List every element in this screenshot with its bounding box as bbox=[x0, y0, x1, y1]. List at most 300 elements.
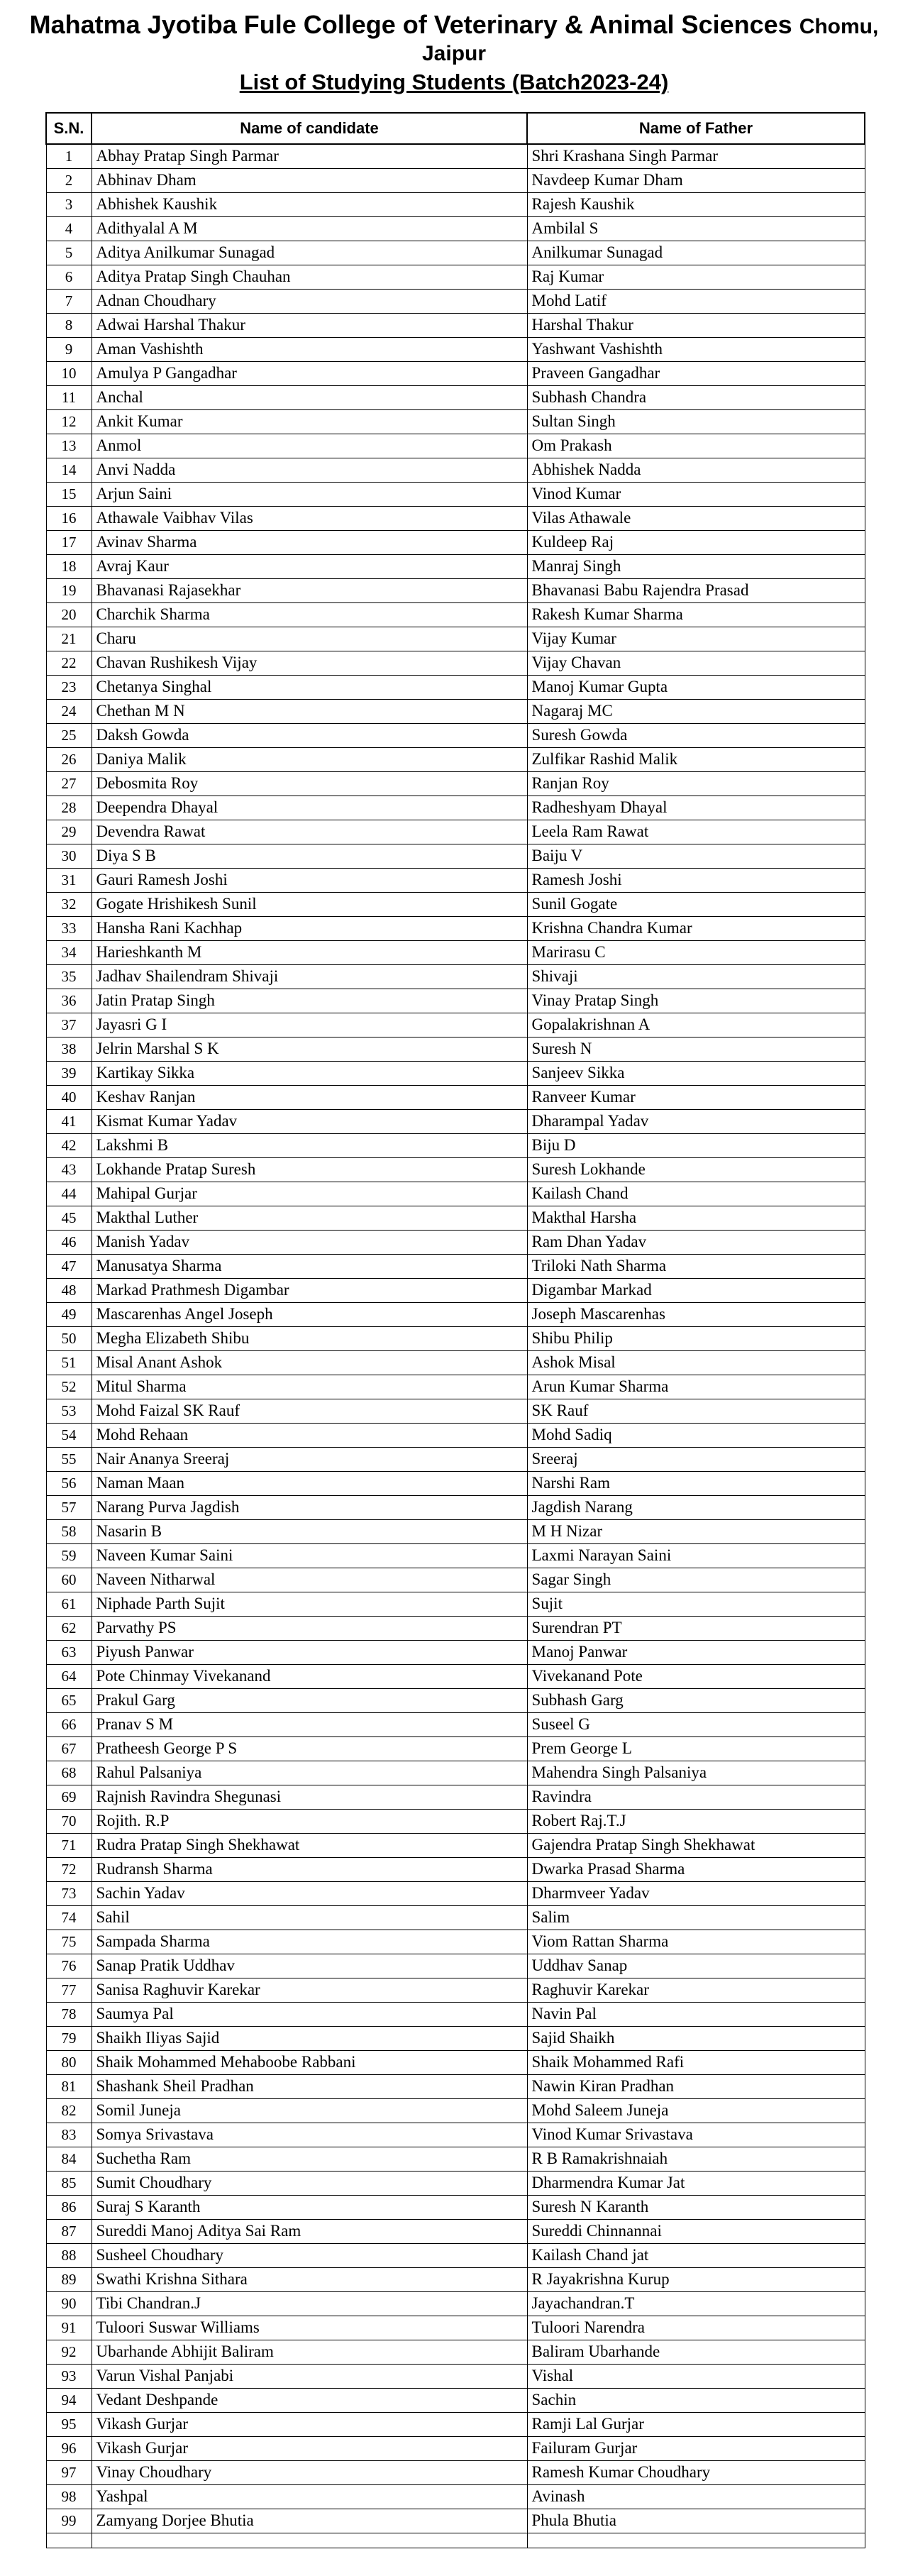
cell-sn: 38 bbox=[46, 1037, 92, 1061]
cell-sn: 70 bbox=[46, 1809, 92, 1833]
cell-father-name: Sajid Shaikh bbox=[527, 2026, 865, 2050]
cell-sn: 59 bbox=[46, 1543, 92, 1568]
table-row bbox=[46, 2098, 865, 2123]
cell-candidate-name: Pote Chinmay Vivekanand bbox=[92, 1664, 527, 1688]
cell-candidate-name: Megha Elizabeth Shibu bbox=[92, 1326, 527, 1350]
table-header-row bbox=[46, 113, 865, 144]
cell-sn: 82 bbox=[46, 2098, 92, 2123]
cell-candidate-name: Naman Maan bbox=[92, 1471, 527, 1495]
cell-candidate-name: Abhinav Dham bbox=[92, 168, 527, 192]
cell-candidate-name: Aditya Anilkumar Sunagad bbox=[92, 241, 527, 265]
cell-father-name: Ram Dhan Yadav bbox=[527, 1230, 865, 1254]
cell-father-name: Kuldeep Raj bbox=[527, 530, 865, 554]
cell-candidate-name: Makthal Luther bbox=[92, 1206, 527, 1230]
cell-father-name: Failuram Gurjar bbox=[527, 2436, 865, 2460]
empty-table-row bbox=[46, 2533, 865, 2548]
cell-father-name: Nagaraj MC bbox=[527, 699, 865, 723]
table-row bbox=[46, 361, 865, 385]
cell-father-name: Digambar Markad bbox=[527, 1278, 865, 1302]
cell-father-name: Dharampal Yadav bbox=[527, 1109, 865, 1133]
cell-sn: 48 bbox=[46, 1278, 92, 1302]
cell-father-name: M H Nizar bbox=[527, 1519, 865, 1543]
cell-father-name: Viom Rattan Sharma bbox=[527, 1930, 865, 1954]
cell-sn: 52 bbox=[46, 1375, 92, 1399]
cell-candidate-name: Avinav Sharma bbox=[92, 530, 527, 554]
table-row bbox=[46, 2267, 865, 2291]
cell-sn: 8 bbox=[46, 313, 92, 337]
cell-candidate-name: Pranav S M bbox=[92, 1712, 527, 1736]
table-row bbox=[46, 578, 865, 602]
cell-father-name: Sunil Gogate bbox=[527, 892, 865, 916]
cell-sn: 66 bbox=[46, 1712, 92, 1736]
table-row bbox=[46, 2123, 865, 2147]
table-row bbox=[46, 2388, 865, 2412]
table-row bbox=[46, 1206, 865, 1230]
cell-sn: 19 bbox=[46, 578, 92, 602]
cell-candidate-name: Nair Ananya Sreeraj bbox=[92, 1447, 527, 1471]
cell-father-name: Shivaji bbox=[527, 964, 865, 989]
cell-candidate-name: Rojith. R.P bbox=[92, 1809, 527, 1833]
cell-sn: 1 bbox=[46, 144, 92, 168]
table-row bbox=[46, 2316, 865, 2340]
college-town: Chomu, bbox=[799, 15, 879, 38]
cell-sn: 15 bbox=[46, 482, 92, 506]
cell-sn: 31 bbox=[46, 868, 92, 892]
cell-sn: 40 bbox=[46, 1085, 92, 1109]
cell-sn: 86 bbox=[46, 2195, 92, 2219]
cell-candidate-name: Charchik Sharma bbox=[92, 602, 527, 627]
table-row bbox=[46, 530, 865, 554]
cell-father-name: Avinash bbox=[527, 2484, 865, 2509]
cell-candidate-name: Naveen Kumar Saini bbox=[92, 1543, 527, 1568]
cell-father-name: Mahendra Singh Palsaniya bbox=[527, 1761, 865, 1785]
cell-father-name: Suresh Lokhande bbox=[527, 1157, 865, 1182]
students-table bbox=[45, 112, 865, 2548]
cell-father-name: Vinay Pratap Singh bbox=[527, 989, 865, 1013]
cell-father-name: Sanjeev Sikka bbox=[527, 1061, 865, 1085]
table-row bbox=[46, 1833, 865, 1857]
cell-candidate-name: Vikash Gurjar bbox=[92, 2436, 527, 2460]
table-row bbox=[46, 1326, 865, 1350]
table-row bbox=[46, 1930, 865, 1954]
cell-sn: 93 bbox=[46, 2364, 92, 2388]
cell-sn: 5 bbox=[46, 241, 92, 265]
table-row bbox=[46, 1543, 865, 1568]
table-row bbox=[46, 868, 865, 892]
table-row bbox=[46, 1519, 865, 1543]
cell-sn: 92 bbox=[46, 2340, 92, 2364]
cell-father-name: Vilas Athawale bbox=[527, 506, 865, 530]
table-row bbox=[46, 1278, 865, 1302]
cell-sn: 67 bbox=[46, 1736, 92, 1761]
table-row bbox=[46, 1495, 865, 1519]
table-row bbox=[46, 2484, 865, 2509]
cell-father-name: Ranjan Roy bbox=[527, 771, 865, 796]
cell-candidate-name: Niphade Parth Sujit bbox=[92, 1592, 527, 1616]
cell-sn: 63 bbox=[46, 1640, 92, 1664]
cell-father-name: Ramji Lal Gurjar bbox=[527, 2412, 865, 2436]
cell-candidate-name: Lokhande Pratap Suresh bbox=[92, 1157, 527, 1182]
cell-candidate-name: Sureddi Manoj Aditya Sai Ram bbox=[92, 2219, 527, 2243]
cell-candidate-name: Misal Anant Ashok bbox=[92, 1350, 527, 1375]
cell-sn: 85 bbox=[46, 2171, 92, 2195]
cell-father-name: Mohd Sadiq bbox=[527, 1423, 865, 1447]
table-row bbox=[46, 506, 865, 530]
cell-father-name: Om Prakash bbox=[527, 434, 865, 458]
cell-candidate-name: Rudra Pratap Singh Shekhawat bbox=[92, 1833, 527, 1857]
cell-sn: 71 bbox=[46, 1833, 92, 1857]
cell-candidate-name: Kismat Kumar Yadav bbox=[92, 1109, 527, 1133]
cell-sn: 23 bbox=[46, 675, 92, 699]
table-row bbox=[46, 409, 865, 434]
cell-candidate-name: Jatin Pratap Singh bbox=[92, 989, 527, 1013]
cell-sn: 22 bbox=[46, 651, 92, 675]
table-row bbox=[46, 1785, 865, 1809]
cell-sn: 78 bbox=[46, 2002, 92, 2026]
cell-candidate-name: Harieshkanth M bbox=[92, 940, 527, 964]
cell-sn: 41 bbox=[46, 1109, 92, 1133]
cell-father-name: Navin Pal bbox=[527, 2002, 865, 2026]
cell-candidate-name: Bhavanasi Rajasekhar bbox=[92, 578, 527, 602]
table-row bbox=[46, 385, 865, 409]
table-row bbox=[46, 241, 865, 265]
cell-sn: 64 bbox=[46, 1664, 92, 1688]
cell-father-name: Vishal bbox=[527, 2364, 865, 2388]
table-row bbox=[46, 1640, 865, 1664]
cell-father-name: Subhash Chandra bbox=[527, 385, 865, 409]
cell-sn: 13 bbox=[46, 434, 92, 458]
table-row bbox=[46, 216, 865, 241]
cell-father-name: Anilkumar Sunagad bbox=[527, 241, 865, 265]
cell-sn: 77 bbox=[46, 1978, 92, 2002]
table-row bbox=[46, 1302, 865, 1326]
table-row bbox=[46, 2026, 865, 2050]
cell-candidate-name: Kartikay Sikka bbox=[92, 1061, 527, 1085]
cell-candidate-name: Yashpal bbox=[92, 2484, 527, 2509]
cell-candidate-name: Narang Purva Jagdish bbox=[92, 1495, 527, 1519]
cell-candidate-name: Devendra Rawat bbox=[92, 820, 527, 844]
cell-sn: 3 bbox=[46, 192, 92, 216]
cell-sn: 51 bbox=[46, 1350, 92, 1375]
cell-father-name: Robert Raj.T.J bbox=[527, 1809, 865, 1833]
table-row bbox=[46, 1423, 865, 1447]
cell-father-name: Rajesh Kaushik bbox=[527, 192, 865, 216]
table-row bbox=[46, 1664, 865, 1688]
cell-father-name: Sagar Singh bbox=[527, 1568, 865, 1592]
table-row bbox=[46, 1616, 865, 1640]
cell-sn: 81 bbox=[46, 2074, 92, 2098]
cell-father-name: Vinod Kumar Srivastava bbox=[527, 2123, 865, 2147]
cell-sn: 88 bbox=[46, 2243, 92, 2267]
cell-candidate-name: Saumya Pal bbox=[92, 2002, 527, 2026]
table-row bbox=[46, 482, 865, 506]
cell-sn: 83 bbox=[46, 2123, 92, 2147]
table-row bbox=[46, 1905, 865, 1930]
cell-sn: 34 bbox=[46, 940, 92, 964]
cell-sn: 97 bbox=[46, 2460, 92, 2484]
cell-sn: 2 bbox=[46, 168, 92, 192]
cell-candidate-name: Chavan Rushikesh Vijay bbox=[92, 651, 527, 675]
cell-sn: 35 bbox=[46, 964, 92, 989]
table-row bbox=[46, 796, 865, 820]
cell-sn: 33 bbox=[46, 916, 92, 940]
cell-father-name: Baliram Ubarhande bbox=[527, 2340, 865, 2364]
cell-father-name: Suresh N bbox=[527, 1037, 865, 1061]
table-row bbox=[46, 1375, 865, 1399]
cell-sn: 79 bbox=[46, 2026, 92, 2050]
college-title bbox=[0, 9, 908, 43]
cell-sn: 68 bbox=[46, 1761, 92, 1785]
cell-father-name: Vijay Kumar bbox=[527, 627, 865, 651]
cell-sn: 39 bbox=[46, 1061, 92, 1085]
cell-sn: 12 bbox=[46, 409, 92, 434]
cell-father-name: Kailash Chand bbox=[527, 1182, 865, 1206]
cell-candidate-name: Manusatya Sharma bbox=[92, 1254, 527, 1278]
table-row bbox=[46, 1182, 865, 1206]
table-row bbox=[46, 2436, 865, 2460]
cell-father-name: Ramesh Joshi bbox=[527, 868, 865, 892]
cell-sn: 69 bbox=[46, 1785, 92, 1809]
cell-father-name: Dharmendra Kumar Jat bbox=[527, 2171, 865, 2195]
college-city: Jaipur bbox=[421, 42, 487, 65]
cell-father-name: Manoj Kumar Gupta bbox=[527, 675, 865, 699]
cell-candidate-name: Suraj S Karanth bbox=[92, 2195, 527, 2219]
cell-father-name: Vinod Kumar bbox=[527, 482, 865, 506]
table-row bbox=[46, 2147, 865, 2171]
cell-sn: 53 bbox=[46, 1399, 92, 1423]
cell-father-name: Subhash Garg bbox=[527, 1688, 865, 1712]
cell-sn: 49 bbox=[46, 1302, 92, 1326]
cell-sn: 26 bbox=[46, 747, 92, 771]
cell-father-name: Raghuvir Karekar bbox=[527, 1978, 865, 2002]
cell-father-name: SK Rauf bbox=[527, 1399, 865, 1423]
cell-father-name: Raj Kumar bbox=[527, 265, 865, 289]
cell-sn: 32 bbox=[46, 892, 92, 916]
cell-father-name: R B Ramakrishnaiah bbox=[527, 2147, 865, 2171]
cell-candidate-name: Anmol bbox=[92, 434, 527, 458]
cell-candidate-name: Mitul Sharma bbox=[92, 1375, 527, 1399]
table-row bbox=[46, 1230, 865, 1254]
table-row bbox=[46, 2243, 865, 2267]
cell-candidate-name: Aman Vashishth bbox=[92, 337, 527, 361]
cell-candidate-name: Charu bbox=[92, 627, 527, 651]
table-row bbox=[46, 892, 865, 916]
cell-candidate-name: Gauri Ramesh Joshi bbox=[92, 868, 527, 892]
cell-sn: 45 bbox=[46, 1206, 92, 1230]
cell-candidate-name: Sanisa Raghuvir Karekar bbox=[92, 1978, 527, 2002]
cell-candidate-name: Chetanya Singhal bbox=[92, 675, 527, 699]
table-row bbox=[46, 1978, 865, 2002]
cell-sn: 43 bbox=[46, 1157, 92, 1182]
cell-candidate-name: Vikash Gurjar bbox=[92, 2412, 527, 2436]
cell-candidate-name: Somya Srivastava bbox=[92, 2123, 527, 2147]
cell-father-name: Praveen Gangadhar bbox=[527, 361, 865, 385]
cell-sn: 21 bbox=[46, 627, 92, 651]
table-row bbox=[46, 2509, 865, 2533]
cell-father-name: Makthal Harsha bbox=[527, 1206, 865, 1230]
table-row bbox=[46, 144, 865, 168]
table-row bbox=[46, 313, 865, 337]
cell-candidate-name: Ubarhande Abhijit Baliram bbox=[92, 2340, 527, 2364]
cell-father-name: Dwarka Prasad Sharma bbox=[527, 1857, 865, 1881]
cell-candidate-name: Chethan M N bbox=[92, 699, 527, 723]
cell-candidate-name: Anvi Nadda bbox=[92, 458, 527, 482]
table-row bbox=[46, 1061, 865, 1085]
table-row bbox=[46, 1809, 865, 1833]
table-row bbox=[46, 458, 865, 482]
table-row bbox=[46, 916, 865, 940]
cell-candidate-name: Naveen Nitharwal bbox=[92, 1568, 527, 1592]
cell-sn: 30 bbox=[46, 844, 92, 868]
cell-sn: 24 bbox=[46, 699, 92, 723]
cell-candidate-name: Tibi Chandran.J bbox=[92, 2291, 527, 2316]
cell-candidate-name: Arjun Saini bbox=[92, 482, 527, 506]
table-row bbox=[46, 2364, 865, 2388]
table-row bbox=[46, 627, 865, 651]
cell-candidate-name: Sachin Yadav bbox=[92, 1881, 527, 1905]
cell-sn: 95 bbox=[46, 2412, 92, 2436]
cell-sn: 9 bbox=[46, 337, 92, 361]
cell-father-name: Jayachandran.T bbox=[527, 2291, 865, 2316]
cell-candidate-name: Prakul Garg bbox=[92, 1688, 527, 1712]
cell-father-name: Prem George L bbox=[527, 1736, 865, 1761]
cell-sn: 55 bbox=[46, 1447, 92, 1471]
cell-father-name: Triloki Nath Sharma bbox=[527, 1254, 865, 1278]
cell-candidate-name: Mahipal Gurjar bbox=[92, 1182, 527, 1206]
cell-sn: 25 bbox=[46, 723, 92, 747]
cell-sn: 61 bbox=[46, 1592, 92, 1616]
cell-sn: 50 bbox=[46, 1326, 92, 1350]
table-row bbox=[46, 1109, 865, 1133]
cell-candidate-name: Piyush Panwar bbox=[92, 1640, 527, 1664]
cell-candidate-name: Debosmita Roy bbox=[92, 771, 527, 796]
cell-candidate-name: Sumit Choudhary bbox=[92, 2171, 527, 2195]
cell-father-name: Narshi Ram bbox=[527, 1471, 865, 1495]
cell-father-name: Yashwant Vashishth bbox=[527, 337, 865, 361]
cell-sn: 91 bbox=[46, 2316, 92, 2340]
table-row bbox=[46, 1471, 865, 1495]
cell-father-name: Shaik Mohammed Rafi bbox=[527, 2050, 865, 2074]
cell-candidate-name: Parvathy PS bbox=[92, 1616, 527, 1640]
table-row bbox=[46, 434, 865, 458]
cell-candidate-name: Rajnish Ravindra Shegunasi bbox=[92, 1785, 527, 1809]
cell-candidate-name: Rudransh Sharma bbox=[92, 1857, 527, 1881]
cell-father-name: Vijay Chavan bbox=[527, 651, 865, 675]
cell-candidate-name: Ankit Kumar bbox=[92, 409, 527, 434]
cell-candidate-name: Adnan Choudhary bbox=[92, 289, 527, 313]
table-row bbox=[46, 1688, 865, 1712]
cell-father-name: Suresh Gowda bbox=[527, 723, 865, 747]
table-row bbox=[46, 1881, 865, 1905]
table-row bbox=[46, 675, 865, 699]
table-row bbox=[46, 699, 865, 723]
cell-father-name: Nawin Kiran Pradhan bbox=[527, 2074, 865, 2098]
cell-father-name: Baiju V bbox=[527, 844, 865, 868]
cell-candidate-name: Mascarenhas Angel Joseph bbox=[92, 1302, 527, 1326]
table-row bbox=[46, 1157, 865, 1182]
cell-father-name: Zulfikar Rashid Malik bbox=[527, 747, 865, 771]
table-row bbox=[46, 2195, 865, 2219]
cell-father-name: Suseel G bbox=[527, 1712, 865, 1736]
cell-father-name: Sachin bbox=[527, 2388, 865, 2412]
cell-sn: 7 bbox=[46, 289, 92, 313]
cell-father-name: Gopalakrishnan A bbox=[527, 1013, 865, 1037]
cell-father-name: Sujit bbox=[527, 1592, 865, 1616]
cell-father-name: Abhishek Nadda bbox=[527, 458, 865, 482]
column-header-sn: S.N. bbox=[46, 113, 92, 144]
cell-candidate-name: Mohd Rehaan bbox=[92, 1423, 527, 1447]
table-row bbox=[46, 2291, 865, 2316]
cell-father-name: Leela Ram Rawat bbox=[527, 820, 865, 844]
table-row bbox=[46, 554, 865, 578]
table-row bbox=[46, 168, 865, 192]
cell-father-name: Rakesh Kumar Sharma bbox=[527, 602, 865, 627]
cell-sn: 74 bbox=[46, 1905, 92, 1930]
table-row bbox=[46, 1761, 865, 1785]
cell-father-name: Surendran PT bbox=[527, 1616, 865, 1640]
cell-candidate-name: Hansha Rani Kachhap bbox=[92, 916, 527, 940]
cell-sn: 89 bbox=[46, 2267, 92, 2291]
cell-candidate-name: Shaikh Iliyas Sajid bbox=[92, 2026, 527, 2050]
cell-sn: 47 bbox=[46, 1254, 92, 1278]
cell-candidate-name: Susheel Choudhary bbox=[92, 2243, 527, 2267]
cell-sn: 44 bbox=[46, 1182, 92, 1206]
table-row bbox=[46, 651, 865, 675]
cell-candidate-name: Jelrin Marshal S K bbox=[92, 1037, 527, 1061]
cell-candidate-name: Tuloori Suswar Williams bbox=[92, 2316, 527, 2340]
cell-candidate-name: Pratheesh George P S bbox=[92, 1736, 527, 1761]
empty-cell bbox=[46, 2533, 92, 2548]
table-row bbox=[46, 2002, 865, 2026]
cell-sn: 98 bbox=[46, 2484, 92, 2509]
cell-father-name: Ranveer Kumar bbox=[527, 1085, 865, 1109]
cell-sn: 72 bbox=[46, 1857, 92, 1881]
cell-father-name: Ashok Misal bbox=[527, 1350, 865, 1375]
cell-candidate-name: Vedant Deshpande bbox=[92, 2388, 527, 2412]
empty-cell bbox=[92, 2533, 527, 2548]
cell-sn: 99 bbox=[46, 2509, 92, 2533]
cell-father-name: Ambilal S bbox=[527, 216, 865, 241]
cell-sn: 58 bbox=[46, 1519, 92, 1543]
cell-sn: 42 bbox=[46, 1133, 92, 1157]
cell-candidate-name: Somil Juneja bbox=[92, 2098, 527, 2123]
cell-candidate-name: Daniya Malik bbox=[92, 747, 527, 771]
cell-candidate-name: Adithyalal A M bbox=[92, 216, 527, 241]
table-row bbox=[46, 1013, 865, 1037]
cell-candidate-name: Athawale Vaibhav Vilas bbox=[92, 506, 527, 530]
cell-sn: 75 bbox=[46, 1930, 92, 1954]
cell-father-name: Laxmi Narayan Saini bbox=[527, 1543, 865, 1568]
cell-sn: 46 bbox=[46, 1230, 92, 1254]
cell-candidate-name: Nasarin B bbox=[92, 1519, 527, 1543]
cell-candidate-name: Jayasri G I bbox=[92, 1013, 527, 1037]
cell-sn: 57 bbox=[46, 1495, 92, 1519]
cell-sn: 27 bbox=[46, 771, 92, 796]
column-header-father: Name of Father bbox=[527, 113, 865, 144]
table-row bbox=[46, 265, 865, 289]
table-row bbox=[46, 2340, 865, 2364]
table-row bbox=[46, 723, 865, 747]
cell-candidate-name: Amulya P Gangadhar bbox=[92, 361, 527, 385]
cell-father-name: Mohd Latif bbox=[527, 289, 865, 313]
table-row bbox=[46, 1568, 865, 1592]
cell-sn: 84 bbox=[46, 2147, 92, 2171]
table-row bbox=[46, 771, 865, 796]
cell-father-name: Shibu Philip bbox=[527, 1326, 865, 1350]
table-row bbox=[46, 289, 865, 313]
cell-father-name: Suresh N Karanth bbox=[527, 2195, 865, 2219]
table-row bbox=[46, 2171, 865, 2195]
